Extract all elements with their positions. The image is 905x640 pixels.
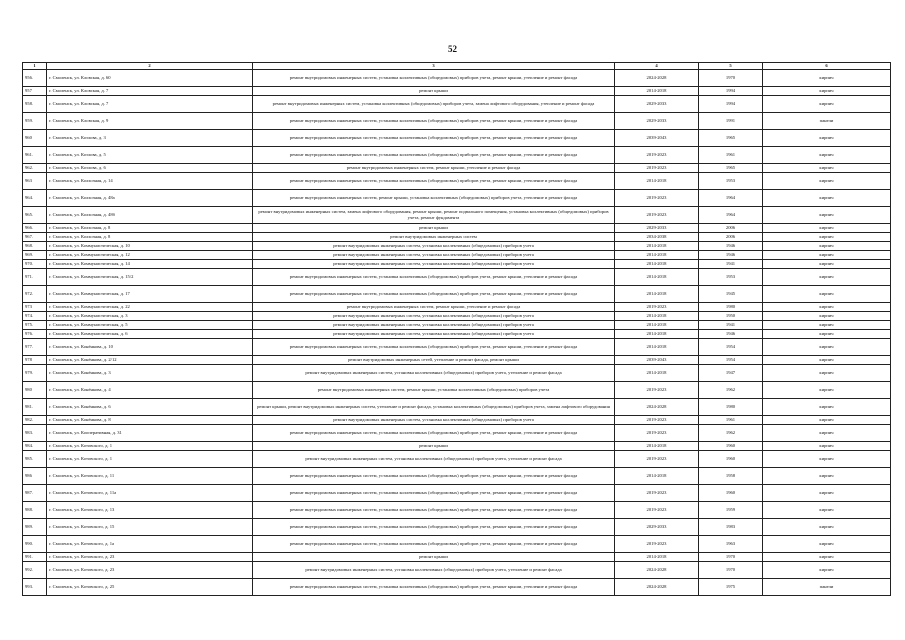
row-number: 958. xyxy=(23,96,47,113)
build-year-cell: 1946 xyxy=(699,251,763,260)
wall-material-cell: кирпич xyxy=(763,451,891,468)
wall-material-cell: кирпич xyxy=(763,87,891,96)
build-year-cell: 1970 xyxy=(699,70,763,87)
table-row xyxy=(23,233,891,242)
row-number: 966. xyxy=(23,224,47,233)
wall-material-cell: кирпич xyxy=(763,468,891,485)
row-number: 984. xyxy=(23,442,47,451)
work-types-cell: ремонт внутридомовых инженерных систем, установка коллективных (общедомовых) приборов учета, ремонт крыши, утепление и ремонт фасада xyxy=(253,147,615,164)
wall-material-cell: кирпич xyxy=(763,269,891,286)
address-cell: г. Смоленск, ул. Конёнкова, д. 6 xyxy=(47,399,253,416)
wall-material-cell: кирпич xyxy=(763,536,891,553)
work-types-cell: ремонт внутридомовых инженерных систем, установка коллективных (общедомовых) приборов учета, ремонт крыши, утепление и ремонт фасада xyxy=(253,579,615,596)
row-number: 973 xyxy=(23,303,47,312)
work-types-cell: ремонт внутридомовых инженерных систем, установка коллективных (общедомовых) приборов учета, ремонт крыши, утепление и ремонт фасада xyxy=(253,468,615,485)
column-number: 2 xyxy=(47,63,253,70)
table-row xyxy=(23,485,891,502)
address-cell: г. Смоленск, ул. Кловская, д. 7 xyxy=(47,87,253,96)
build-year-cell: 1953 xyxy=(699,269,763,286)
row-number: 976. xyxy=(23,330,47,339)
address-cell: г. Смоленск, ул. Котовского, д. 23 xyxy=(47,553,253,562)
wall-material-cell: кирпич xyxy=(763,399,891,416)
build-year-cell: 1970 xyxy=(699,562,763,579)
table-row xyxy=(23,562,891,579)
build-year-cell: 1983 xyxy=(699,519,763,536)
planned-period-cell: 2014-2018 xyxy=(615,87,699,96)
row-number: 968. xyxy=(23,242,47,251)
build-year-cell: 1954 xyxy=(699,356,763,365)
row-number: 971. xyxy=(23,269,47,286)
work-types-cell: ремонт внутридомовых инженерных систем, установка коллективных (общедомовых) приборов учета xyxy=(253,260,615,269)
wall-material-cell: кирпич xyxy=(763,442,891,451)
table-row xyxy=(23,553,891,562)
table-row xyxy=(23,382,891,399)
address-cell: г. Смоленск, ул. Колхозная, д. 14 xyxy=(47,173,253,190)
work-types-cell: ремонт внутридомовых инженерных систем, установка коллективных (общедомовых) приборов учета xyxy=(253,312,615,321)
column-number-row xyxy=(23,63,891,70)
planned-period-cell: 2014-2018 xyxy=(615,365,699,382)
planned-period-cell: 2014-2018 xyxy=(615,442,699,451)
address-cell: г. Смоленск, ул. Кооперативная, д. 31 xyxy=(47,425,253,442)
row-number: 988. xyxy=(23,502,47,519)
build-year-cell: 1946 xyxy=(699,330,763,339)
table-row xyxy=(23,251,891,260)
table-row xyxy=(23,519,891,536)
wall-material-cell: кирпич xyxy=(763,260,891,269)
work-types-cell: ремонт внутридомовых инженерных систем, установка коллективных (общедомовых) приборов учета, ремонт крыши, утепление и ремонт фасада xyxy=(253,339,615,356)
build-year-cell: 1975 xyxy=(699,579,763,596)
address-cell: г. Смоленск, ул. Котовского, д. 1 xyxy=(47,442,253,451)
wall-material-cell: кирпич xyxy=(763,339,891,356)
work-types-cell: ремонт внутридомовых инженерных систем, установка коллективных (общедомовых) приборов учета, ремонт крыши, утепление и ремонт фасада xyxy=(253,425,615,442)
column-number: 6 xyxy=(763,63,891,70)
planned-period-cell: 2019-2023 xyxy=(615,536,699,553)
row-number: 964. xyxy=(23,190,47,207)
wall-material-cell: кирпич xyxy=(763,303,891,312)
address-cell: г. Смоленск, ул. Котовского, д. 1а xyxy=(47,536,253,553)
column-number: 3 xyxy=(253,63,615,70)
work-types-cell: ремонт внутридомовых инженерных систем, установка коллективных (общедомовых) приборов учета, утепление и ремонт фасада xyxy=(253,451,615,468)
planned-period-cell: 2034-2038 xyxy=(615,233,699,242)
wall-material-cell: кирпич xyxy=(763,286,891,303)
address-cell: г. Смоленск, ул. Котовского, д. 25 xyxy=(47,579,253,596)
wall-material-cell: кирпич xyxy=(763,242,891,251)
work-types-cell: ремонт внутридомовых инженерных систем, установка коллективных (общедомовых) приборов учета, ремонт крыши, утепление и ремонт фасада xyxy=(253,286,615,303)
planned-period-cell: 2019-2023 xyxy=(615,147,699,164)
address-cell: г. Смоленск, ул. Коммунистическая, д. 6 xyxy=(47,330,253,339)
wall-material-cell: кирпич xyxy=(763,70,891,87)
row-number: 985. xyxy=(23,451,47,468)
wall-material-cell: кирпич xyxy=(763,96,891,113)
row-number: 965. xyxy=(23,207,47,224)
table-row xyxy=(23,303,891,312)
wall-material-cell: кирпич xyxy=(763,416,891,425)
address-cell: г. Смоленск, ул. Козлова, д. 3 xyxy=(47,130,253,147)
build-year-cell: 1994 xyxy=(699,96,763,113)
build-year-cell: 1960 xyxy=(699,442,763,451)
table-row xyxy=(23,164,891,173)
table-row xyxy=(23,536,891,553)
work-types-cell: ремонт внутридомовых инженерных систем, установка коллективных (общедомовых) приборов учета, ремонт крыши, утепление и ремонт фасада xyxy=(253,113,615,130)
table-row xyxy=(23,190,891,207)
wall-material-cell: кирпич xyxy=(763,553,891,562)
planned-period-cell: 2039-2043 xyxy=(615,356,699,365)
planned-period-cell: 2014-2018 xyxy=(615,321,699,330)
wall-material-cell: кирпич xyxy=(763,251,891,260)
planned-period-cell: 2019-2023 xyxy=(615,485,699,502)
row-number: 987. xyxy=(23,485,47,502)
row-number: 980 xyxy=(23,382,47,399)
table-row xyxy=(23,96,891,113)
work-types-cell: ремонт внутридомовых инженерных систем, установка коллективных (общедомовых) приборов учета, замена лифтового оборудования, утепление и ремонт фасада xyxy=(253,96,615,113)
table-row xyxy=(23,579,891,596)
planned-period-cell: 2024-2028 xyxy=(615,70,699,87)
wall-material-cell: кирпич xyxy=(763,224,891,233)
wall-material-cell: кирпич xyxy=(763,356,891,365)
build-year-cell: 1962 xyxy=(699,425,763,442)
row-number: 982. xyxy=(23,416,47,425)
row-number: 977. xyxy=(23,339,47,356)
row-number: 993. xyxy=(23,579,47,596)
row-number: 990. xyxy=(23,536,47,553)
planned-period-cell: 2029-2033 xyxy=(615,96,699,113)
work-types-cell: ремонт внутридомовых инженерных систем, установка коллективных (общедомовых) приборов учета xyxy=(253,251,615,260)
page-number: 52 xyxy=(448,44,457,54)
row-number: 983. xyxy=(23,425,47,442)
table-row xyxy=(23,442,891,451)
work-types-cell: ремонт внутридомовых инженерных систем, установка коллективных (общедомовых) приборов учета, ремонт крыши, утепление и ремонт фасада xyxy=(253,70,615,87)
planned-period-cell: 2014-2018 xyxy=(615,269,699,286)
wall-material-cell: кирпич xyxy=(763,130,891,147)
row-number: 992. xyxy=(23,562,47,579)
wall-material-cell: кирпич xyxy=(763,321,891,330)
planned-period-cell: 2014-2018 xyxy=(615,330,699,339)
row-number: 974. xyxy=(23,312,47,321)
address-cell: г. Смоленск, ул. Коммунистическая, д. 15/2 xyxy=(47,269,253,286)
build-year-cell: 1961 xyxy=(699,416,763,425)
build-year-cell: 1945 xyxy=(699,286,763,303)
table-row xyxy=(23,425,891,442)
planned-period-cell: 2019-2023 xyxy=(615,164,699,173)
work-types-cell: ремонт внутридомовых инженерных систем, ремонт крыши, утепление и ремонт фасада xyxy=(253,303,615,312)
build-year-cell: 1950 xyxy=(699,312,763,321)
address-cell: г. Смоленск, ул. Котовского, д. 11 xyxy=(47,468,253,485)
build-year-cell: 1964 xyxy=(699,190,763,207)
planned-period-cell: 2019-2023 xyxy=(615,416,699,425)
column-number: 5 xyxy=(699,63,763,70)
work-types-cell: ремонт внутридомовых инженерных систем xyxy=(253,233,615,242)
planned-period-cell: 2029-2033 xyxy=(615,113,699,130)
planned-period-cell: 2014-2018 xyxy=(615,260,699,269)
table-row xyxy=(23,330,891,339)
build-year-cell: 1947 xyxy=(699,365,763,382)
address-cell: г. Смоленск, ул. Котовского, д. 23 xyxy=(47,562,253,579)
address-cell: г. Смоленск, ул. Колхозная, д. 8 xyxy=(47,224,253,233)
row-number: 956. xyxy=(23,70,47,87)
column-number: 1 xyxy=(23,63,47,70)
planned-period-cell: 2019-2023 xyxy=(615,190,699,207)
work-types-cell: ремонт внутридомовых инженерных систем, замена лифтового оборудования, ремонт крыши, ремонт подвального помещения, установка коллективных (общедомовых) приборов учета, ремонт фундамента xyxy=(253,207,615,224)
address-cell: г. Смоленск, ул. Коммунистическая, д. 22 xyxy=(47,303,253,312)
row-number: 959. xyxy=(23,113,47,130)
work-types-cell: ремонт внутридомовых инженерных сетей, утепление и ремонт фасада, ремонт крыши xyxy=(253,356,615,365)
build-year-cell: 1954 xyxy=(699,339,763,356)
housing-repair-table xyxy=(22,62,891,596)
table-row xyxy=(23,113,891,130)
row-number: 979. xyxy=(23,365,47,382)
build-year-cell: 1958 xyxy=(699,468,763,485)
wall-material-cell: кирпич xyxy=(763,519,891,536)
address-cell: г. Смоленск, ул. Коммунистическая, д. 12 xyxy=(47,251,253,260)
address-cell: г. Смоленск, ул. Коммунистическая, д. 17 xyxy=(47,286,253,303)
row-number: 972. xyxy=(23,286,47,303)
planned-period-cell: 2024-2028 xyxy=(615,562,699,579)
address-cell: г. Смоленск, ул. Котовского, д. 11а xyxy=(47,485,253,502)
build-year-cell: 1961 xyxy=(699,147,763,164)
build-year-cell: 1965 xyxy=(699,164,763,173)
wall-material-cell: кирпич xyxy=(763,233,891,242)
row-number: 978 xyxy=(23,356,47,365)
build-year-cell: 2006 xyxy=(699,224,763,233)
address-cell: г. Смоленск, ул. Коммунистическая, д. 5 xyxy=(47,321,253,330)
table-row xyxy=(23,147,891,164)
build-year-cell: 1941 xyxy=(699,260,763,269)
row-number: 967. xyxy=(23,233,47,242)
planned-period-cell: 2014-2018 xyxy=(615,468,699,485)
address-cell: г. Смоленск, ул. Конёнкова, д. 2/12 xyxy=(47,356,253,365)
table-row xyxy=(23,416,891,425)
address-cell: г. Смоленск, ул. Кловская, д. 60 xyxy=(47,70,253,87)
work-types-cell: ремонт внутридомовых инженерных систем, установка коллективных (общедомовых) приборов учета xyxy=(253,330,615,339)
address-cell: г. Смоленск, ул. Козлова, д. 5 xyxy=(47,147,253,164)
planned-period-cell: 2014-2018 xyxy=(615,251,699,260)
planned-period-cell: 2019-2023 xyxy=(615,502,699,519)
build-year-cell: 1964 xyxy=(699,207,763,224)
address-cell: г. Смоленск, ул. Конёнкова, д. 4 xyxy=(47,382,253,399)
address-cell: г. Смоленск, ул. Конёнкова, д. 8 xyxy=(47,416,253,425)
wall-material-cell: кирпич xyxy=(763,330,891,339)
wall-material-cell: панели xyxy=(763,579,891,596)
work-types-cell: ремонт внутридомовых инженерных систем, ремонт крыши, установка коллективных (общедомовых) приборов учета, утепление и ремонт фасада xyxy=(253,190,615,207)
wall-material-cell: кирпич xyxy=(763,190,891,207)
address-cell: г. Смоленск, ул. Козлова, д. 6 xyxy=(47,164,253,173)
work-types-cell: ремонт крыши xyxy=(253,442,615,451)
work-types-cell: ремонт внутридомовых инженерных систем, установка коллективных (общедомовых) приборов учета xyxy=(253,321,615,330)
build-year-cell: 1960 xyxy=(699,451,763,468)
work-types-cell: ремонт внутридомовых инженерных систем, установка коллективных (общедомовых) приборов учета, утепление и ремонт фасада xyxy=(253,365,615,382)
address-cell: г. Смоленск, ул. Коммунистическая, д. 3 xyxy=(47,312,253,321)
work-types-cell: ремонт крыши xyxy=(253,87,615,96)
planned-period-cell: 2014-2018 xyxy=(615,339,699,356)
planned-period-cell: 2014-2018 xyxy=(615,173,699,190)
table-row xyxy=(23,242,891,251)
planned-period-cell: 2024-2028 xyxy=(615,579,699,596)
table-row xyxy=(23,312,891,321)
wall-material-cell: кирпич xyxy=(763,207,891,224)
wall-material-cell: кирпич xyxy=(763,312,891,321)
address-cell: г. Смоленск, ул. Коммунистическая, д. 14 xyxy=(47,260,253,269)
address-cell: г. Смоленск, ул. Кловская, д. 9 xyxy=(47,113,253,130)
build-year-cell: 1941 xyxy=(699,321,763,330)
wall-material-cell: кирпич xyxy=(763,147,891,164)
build-year-cell: 1994 xyxy=(699,87,763,96)
work-types-cell: ремонт крыши xyxy=(253,553,615,562)
row-number: 991. xyxy=(23,553,47,562)
build-year-cell: 1960 xyxy=(699,485,763,502)
row-number: 981. xyxy=(23,399,47,416)
row-number: 957 xyxy=(23,87,47,96)
table-row xyxy=(23,130,891,147)
work-types-cell: ремонт внутридомовых инженерных систем, установка коллективных (общедомовых) приборов учета, ремонт крыши, утепление и ремонт фасада xyxy=(253,485,615,502)
row-number: 986 xyxy=(23,468,47,485)
row-number: 975. xyxy=(23,321,47,330)
work-types-cell: ремонт внутридомовых инженерных систем, установка коллективных (общедомовых) приборов учета, ремонт крыши, утепление и ремонт фасада xyxy=(253,502,615,519)
address-cell: г. Смоленск, ул. Кловская, д. 7 xyxy=(47,96,253,113)
wall-material-cell: кирпич xyxy=(763,164,891,173)
address-cell: г. Смоленск, ул. Конёнкова, д. 3 xyxy=(47,365,253,382)
row-number: 989. xyxy=(23,519,47,536)
table-row xyxy=(23,502,891,519)
work-types-cell: ремонт внутридомовых инженерных систем, ремонт крыши, установка коллективных (общедомовых) приборов учета xyxy=(253,382,615,399)
planned-period-cell: 2019-2023 xyxy=(615,382,699,399)
build-year-cell: 1970 xyxy=(699,553,763,562)
table-row xyxy=(23,207,891,224)
work-types-cell: ремонт внутридомовых инженерных систем, установка коллективных (общедомовых) приборов учета, ремонт крыши, утепление и ремонт фасада xyxy=(253,130,615,147)
work-types-cell: ремонт внутридомовых инженерных систем, установка коллективных (общедомовых) приборов учета, ремонт крыши, утепление и ремонт фасада xyxy=(253,269,615,286)
table-row xyxy=(23,70,891,87)
work-types-cell: ремонт внутридомовых инженерных систем, установка коллективных (общедомовых) приборов учета, ремонт крыши, утепление и ремонт фасада xyxy=(253,173,615,190)
row-number: 970. xyxy=(23,260,47,269)
build-year-cell: 1953 xyxy=(699,173,763,190)
build-year-cell: 1946 xyxy=(699,242,763,251)
table-row xyxy=(23,260,891,269)
work-types-cell: ремонт внутридомовых инженерных систем, установка коллективных (общедомовых) приборов учета xyxy=(253,416,615,425)
table-row xyxy=(23,339,891,356)
table-row xyxy=(23,321,891,330)
build-year-cell: 1980 xyxy=(699,399,763,416)
planned-period-cell: 2014-2018 xyxy=(615,242,699,251)
planned-period-cell: 2014-2018 xyxy=(615,312,699,321)
address-cell: г. Смоленск, ул. Котовского, д. 13 xyxy=(47,502,253,519)
wall-material-cell: кирпич xyxy=(763,425,891,442)
table-row xyxy=(23,365,891,382)
planned-period-cell: 2014-2018 xyxy=(615,286,699,303)
address-cell: г. Смоленск, ул. Колхозная, д. 48а xyxy=(47,190,253,207)
build-year-cell: 1963 xyxy=(699,536,763,553)
table-row xyxy=(23,356,891,365)
planned-period-cell: 2039-2043 xyxy=(615,130,699,147)
work-types-cell: ремонт внутридомовых инженерных систем, установка коллективных (общедомовых) приборов учета, утепление и ремонт фасада xyxy=(253,562,615,579)
row-number: 969. xyxy=(23,251,47,260)
work-types-cell: ремонт внутридомовых инженерных систем, установка коллективных (общедомовых) приборов учета xyxy=(253,242,615,251)
planned-period-cell: 2014-2018 xyxy=(615,553,699,562)
address-cell: г. Смоленск, ул. Котовского, д. 1 xyxy=(47,451,253,468)
table-row xyxy=(23,269,891,286)
work-types-cell: ремонт внутридомовых инженерных систем, установка коллективных (общедомовых) приборов учета, ремонт крыши, утепление и ремонт фасада xyxy=(253,536,615,553)
work-types-cell: ремонт внутридомовых инженерных систем, установка коллективных (общедомовых) приборов учета, ремонт крыши, утепление и ремонт фасада xyxy=(253,519,615,536)
planned-period-cell: 2029-2033 xyxy=(615,519,699,536)
row-number: 962. xyxy=(23,164,47,173)
build-year-cell: 1980 xyxy=(699,303,763,312)
row-number: 961. xyxy=(23,147,47,164)
table-row xyxy=(23,173,891,190)
work-types-cell: ремонт крыши xyxy=(253,224,615,233)
row-number: 963 xyxy=(23,173,47,190)
address-cell: г. Смоленск, ул. Котовского, д. 15 xyxy=(47,519,253,536)
table-row xyxy=(23,224,891,233)
table-row xyxy=(23,87,891,96)
table-row xyxy=(23,451,891,468)
build-year-cell: 2006 xyxy=(699,233,763,242)
address-cell: г. Смоленск, ул. Конёнкова, д. 10 xyxy=(47,339,253,356)
work-types-cell: ремонт крыши, ремонт внутридомовых инженерных систем, утепление и ремонт фасада, установка коллективных (общедомовых) приборов учета, замена лифтового оборудования xyxy=(253,399,615,416)
work-types-cell: ремонт внутридомовых инженерных систем, ремонт крыши, утепление и ремонт фасада xyxy=(253,164,615,173)
planned-period-cell: 2019-2023 xyxy=(615,425,699,442)
address-cell: г. Смоленск, ул. Коммунистическая, д. 10 xyxy=(47,242,253,251)
table-row xyxy=(23,286,891,303)
wall-material-cell: кирпич xyxy=(763,562,891,579)
build-year-cell: 1962 xyxy=(699,382,763,399)
build-year-cell: 1959 xyxy=(699,502,763,519)
planned-period-cell: 2019-2023 xyxy=(615,303,699,312)
wall-material-cell: кирпич xyxy=(763,173,891,190)
wall-material-cell: кирпич xyxy=(763,382,891,399)
row-number: 960 xyxy=(23,130,47,147)
wall-material-cell: кирпич xyxy=(763,485,891,502)
wall-material-cell: кирпич xyxy=(763,365,891,382)
address-cell: г. Смоленск, ул. Колхозная, д. 48б xyxy=(47,207,253,224)
planned-period-cell: 2024-2028 xyxy=(615,399,699,416)
planned-period-cell: 2019-2023 xyxy=(615,207,699,224)
build-year-cell: 1991 xyxy=(699,113,763,130)
address-cell: г. Смоленск, ул. Колхозная, д. 8 xyxy=(47,233,253,242)
wall-material-cell: кирпич xyxy=(763,502,891,519)
column-number: 4 xyxy=(615,63,699,70)
planned-period-cell: 2019-2023 xyxy=(615,451,699,468)
wall-material-cell: панели xyxy=(763,113,891,130)
planned-period-cell: 2029-2033 xyxy=(615,224,699,233)
build-year-cell: 1965 xyxy=(699,130,763,147)
table-row xyxy=(23,468,891,485)
table-row xyxy=(23,399,891,416)
